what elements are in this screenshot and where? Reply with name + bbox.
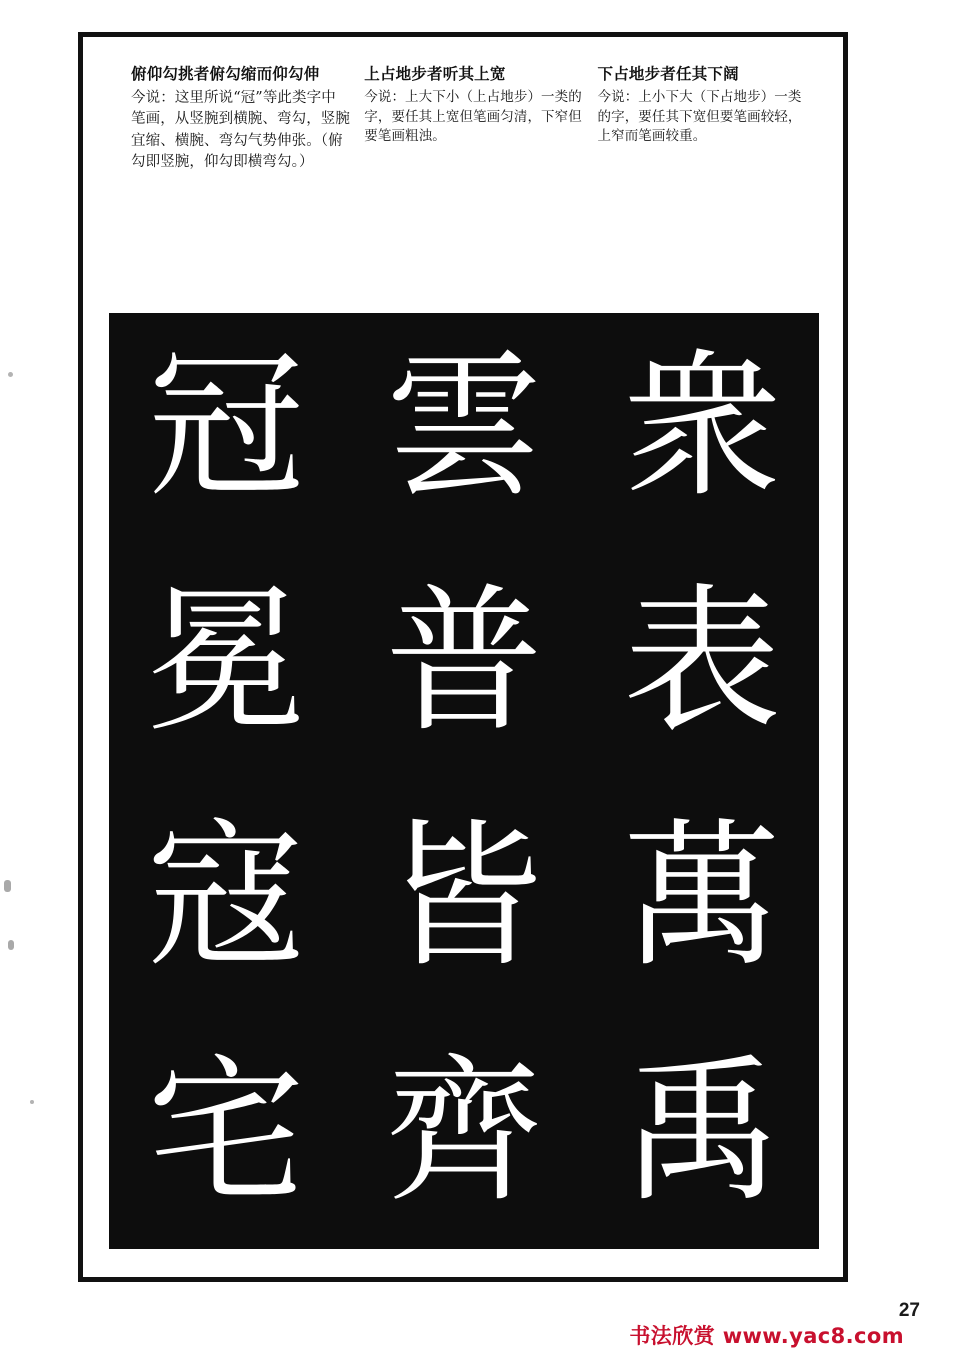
character-glyph: 冕 xyxy=(147,569,305,754)
character-glyph: 皆 xyxy=(385,804,543,989)
grid-cell xyxy=(109,548,343,779)
grid-cell xyxy=(347,1018,581,1249)
grid-cell xyxy=(109,783,343,1014)
annotation-column-3 xyxy=(598,63,825,299)
scan-artifact xyxy=(30,1100,34,1104)
annotation-row xyxy=(83,37,843,299)
grid-cell xyxy=(585,548,819,779)
grid-cell xyxy=(109,1018,343,1249)
grid-cell xyxy=(109,313,343,544)
annotation-body: 今说：上小下大（下占地步）一类的字，要任其下宽但要笔画较轻，上窄而笔画较重。 xyxy=(597,89,802,145)
scan-artifact xyxy=(8,372,13,377)
scan-artifact xyxy=(4,880,11,892)
character-glyph: 齊 xyxy=(385,1039,543,1224)
annotation-body: 今说：这里所说“冠”等此类字中笔画，从竖腕到横腕、弯勾，竖腕宜缩、横腕、弯勾气势伸张。（俯勾即竖腕，仰勾即横弯勾。） xyxy=(131,90,350,171)
annotation-column-1 xyxy=(131,63,364,299)
character-glyph: 寇 xyxy=(147,804,305,989)
annotation-body: 今说：上大下小（上占地步）一类的字，要任其上宽但笔画匀清，下窄但要笔画粗浊。 xyxy=(364,89,582,145)
page-number: 27 xyxy=(898,1300,920,1321)
character-glyph: 宅 xyxy=(147,1039,305,1224)
annotation-title: 俯仰勾挑者俯勾缩而仰勾伸 xyxy=(131,65,320,83)
grid-cell xyxy=(347,783,581,1014)
character-glyph: 雲 xyxy=(385,334,543,519)
grid-cell xyxy=(585,783,819,1014)
calligraphy-grid xyxy=(105,309,823,1253)
character-glyph: 禹 xyxy=(623,1039,781,1224)
character-glyph: 衆 xyxy=(623,334,781,519)
character-glyph: 表 xyxy=(623,569,781,754)
character-glyph: 萬 xyxy=(623,804,781,989)
grid-cell xyxy=(585,313,819,544)
page-sheet xyxy=(78,32,848,1282)
annotation-title: 下占地步者任其下阔 xyxy=(597,65,739,83)
grid-cell xyxy=(585,1018,819,1249)
character-glyph: 冠 xyxy=(147,334,305,519)
grid-cell xyxy=(347,313,581,544)
site-watermark: 书法欣赏 www.yac8.com xyxy=(629,1324,904,1348)
annotation-title: 上占地步者听其上宽 xyxy=(364,65,506,83)
scan-artifact xyxy=(8,940,14,950)
character-glyph: 普 xyxy=(385,569,543,754)
grid-cell xyxy=(347,548,581,779)
annotation-column-2 xyxy=(364,63,597,299)
